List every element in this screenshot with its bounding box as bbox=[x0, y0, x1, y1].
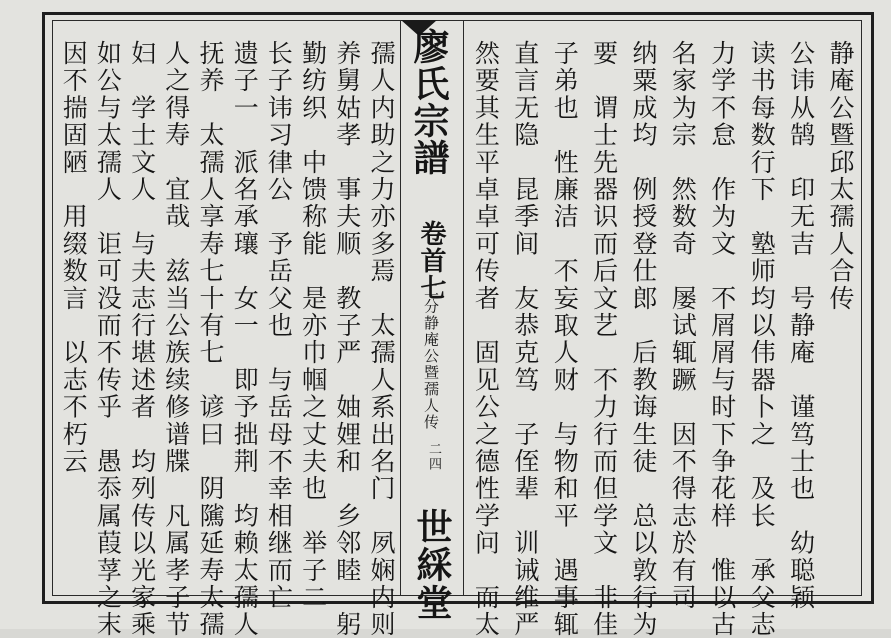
center-fold-banxin bbox=[400, 20, 464, 622]
text-column-heading: 静庵公暨邱太孺人合传 bbox=[825, 40, 855, 312]
text-column: 名家为宗 然数奇 屡试辄蹶 因不得志於有司 bbox=[668, 40, 698, 612]
page-number: 二四 bbox=[426, 442, 441, 472]
text-column: 要 谓士先器识而后文艺 不力行而但学文 非佳 bbox=[589, 40, 619, 638]
text-column: 妇 学士文人 与夫志行堪述者 均列传以光家乘 bbox=[127, 40, 157, 638]
text-column: 抚养 太孺人享寿七十有七 谚曰 阴隲延寿太孺 bbox=[195, 40, 225, 638]
genealogy-title: 廖氏宗譜 bbox=[408, 28, 450, 176]
text-column: 因不揣固陋 用缀数言 以志不朽云 bbox=[59, 40, 89, 476]
text-column: 力学不怠 作为文 不屑屑与时下争花样 惟以古 bbox=[707, 40, 737, 638]
text-column: 公讳从鹄 印无吉 号静庵 谨笃士也 幼聪颖 bbox=[786, 40, 816, 612]
text-column: 人之得寿 宜哉 兹当公族续修谱牒 凡属孝子节 bbox=[161, 40, 191, 638]
text-column: 养舅姑孝 事夫顺 教子严 妯娌和 乡邻睦 躬 bbox=[332, 40, 362, 638]
text-column: 遗子一 派名承瓖 女一 即予拙荆 均赖太孺人 bbox=[230, 40, 260, 638]
volume-label: 卷首七 bbox=[416, 220, 446, 301]
text-column: 孺人内助之力亦多焉 太孺人系出名门 夙娴内则 bbox=[366, 40, 396, 638]
text-column: 勤纺织 中馈称能 是亦巾帼之丈夫也 举子二 bbox=[298, 40, 328, 612]
text-column: 子弟也 性廉洁 不妄取人财 与物和平 遇事辄 bbox=[550, 40, 580, 638]
section-subtitle: 二分静庵公暨孺人传 bbox=[422, 282, 440, 431]
text-column: 纳粟成均 例授登仕郎 后教诲生徒 总以敦行为 bbox=[628, 40, 658, 638]
hall-name: 世綵堂 bbox=[411, 508, 453, 622]
text-column: 然要其生平卓卓可传者 固见公之德性学问 而太 bbox=[471, 40, 501, 638]
text-column: 如公与太孺人 讵可没而不传乎 愚忝属葭莩之末 bbox=[93, 40, 123, 638]
text-column: 长子讳习律公 予岳父也 与岳母不幸相继而亡 bbox=[264, 40, 294, 612]
text-column: 直言无隐 昆季间 友恭克笃 子侄辈 训诫维严 bbox=[510, 40, 540, 638]
text-column: 读书每数行下 塾师均以伟器卜之 及长 承父志 bbox=[747, 40, 777, 638]
